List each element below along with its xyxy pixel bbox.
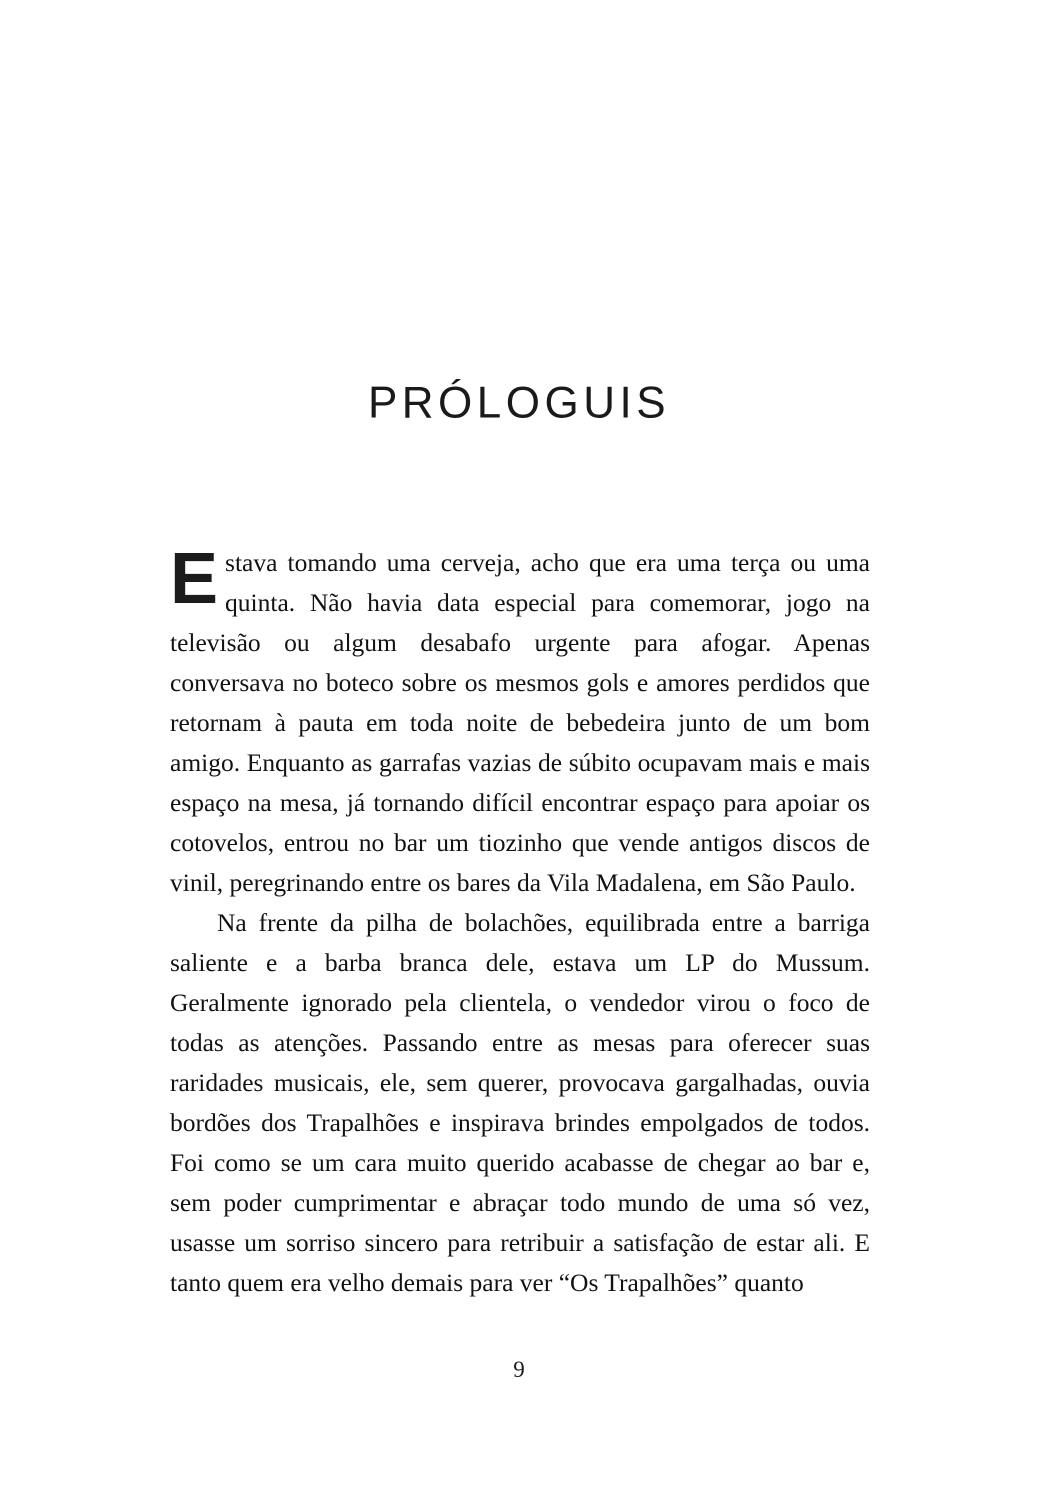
paragraph-2 — [170, 903, 870, 1303]
paragraph-1 — [170, 539, 870, 903]
chapter-title: PRÓLOGUIS — [367, 378, 671, 429]
drop-cap-letter: E — [170, 539, 219, 619]
body-text-block — [170, 539, 870, 1303]
paragraph-2-text: Na frente da pilha de bolachões, equilibrada entre a barriga saliente e a barba branca dele, estava um LP do Mussum. Geralmente ignorado pela clientela, o vendedor virou o foco de todas as atenções. Passando entre as mesas para oferecer suas raridades musicais, ele, sem querer, provocava gargalhadas, ouvia bordões dos Trapalhões e inspirava brindes empolgados de todos. Foi como se um cara muito querido acabasse de chegar ao bar e, sem poder cumprimentar e abraçar todo mundo de uma só vez, usasse um sorriso sincero para retribuir a satisfação de estar ali. E tanto quem era velho demais para ver “Os Trapalhões” quanto — [170, 908, 870, 1297]
paragraph-1-text: stava tomando uma cerveja, acho que era uma terça ou uma quinta. Não havia data especial para comemorar, jogo na televisão ou algum desabafo urgente para afogar. Apenas conversava no boteco sobre os mesmos gols e amores perdidos que retornam à pauta em toda noite de bebedeira junto de um bom amigo. Enquanto as garrafas vazias de súbito ocupavam mais e mais espaço na mesa, já tornando difícil encontrar espaço para apoiar os cotovelos, entrou no bar um tiozinho que vende antigos discos de vinil, peregrinando entre os bares da Vila Madalena, em São Paulo. — [170, 548, 870, 897]
page-number: 9 — [513, 1357, 525, 1382]
